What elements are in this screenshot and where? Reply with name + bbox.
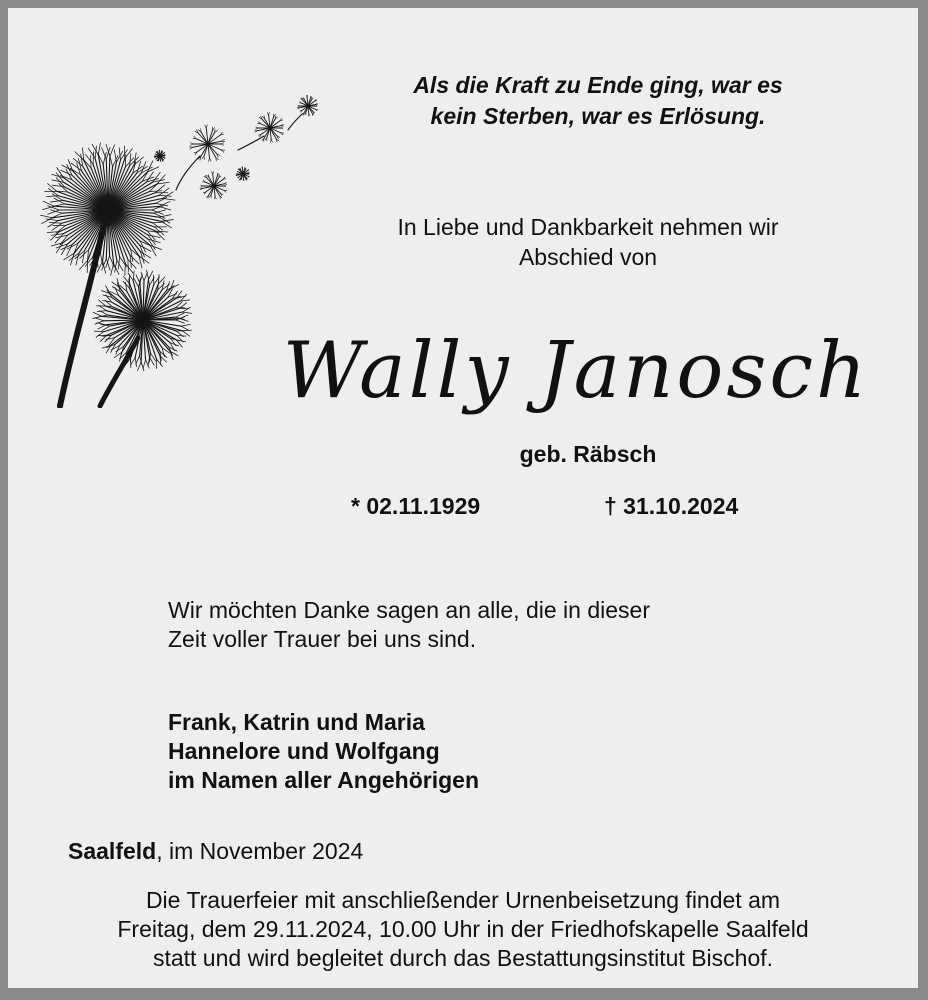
obituary-card: [8, 8, 918, 988]
place-and-date: [68, 836, 768, 866]
signer-line: im Namen aller Angehörigen: [168, 767, 479, 793]
place-city: Saalfeld: [68, 838, 157, 864]
funeral-info: [8, 886, 918, 973]
funeral-line: statt und wird begleitet durch das Bestattungsinstitut Bischof.: [152, 945, 774, 971]
funeral-line: Freitag, dem 29.11.2024, 10.00 Uhr in der Friedhofskapelle Saalfeld: [117, 916, 809, 942]
intro-text: [308, 212, 868, 272]
birth-name: geb. Räbsch: [519, 441, 657, 467]
quote-line: kein Sterben, war es Erlösung.: [430, 103, 766, 129]
thanks-text: [168, 596, 808, 654]
place-date: , im November 2024: [156, 838, 364, 864]
signer-line: Hannelore und Wolfgang: [168, 738, 440, 764]
intro-line: In Liebe und Dankbarkeit nehmen wir: [397, 214, 779, 240]
birth-date: * 02.11.1929: [351, 493, 481, 519]
death-date: † 31.10.2024: [604, 493, 739, 519]
thanks-line: Wir möchten Danke sagen an alle, die in dieser: [168, 597, 650, 623]
intro-line: Abschied von: [518, 244, 658, 270]
signer-line: Frank, Katrin und Maria: [168, 709, 425, 735]
funeral-line: Die Trauerfeier mit anschließender Urnenbeisetzung findet am: [145, 887, 781, 913]
signers: [168, 708, 808, 795]
thanks-line: Zeit voller Trauer bei uns sind.: [168, 626, 477, 652]
quote: [308, 70, 888, 132]
deceased-name: Wally Janosch: [282, 326, 870, 416]
quote-line: Als die Kraft zu Ende ging, war es: [413, 72, 783, 98]
